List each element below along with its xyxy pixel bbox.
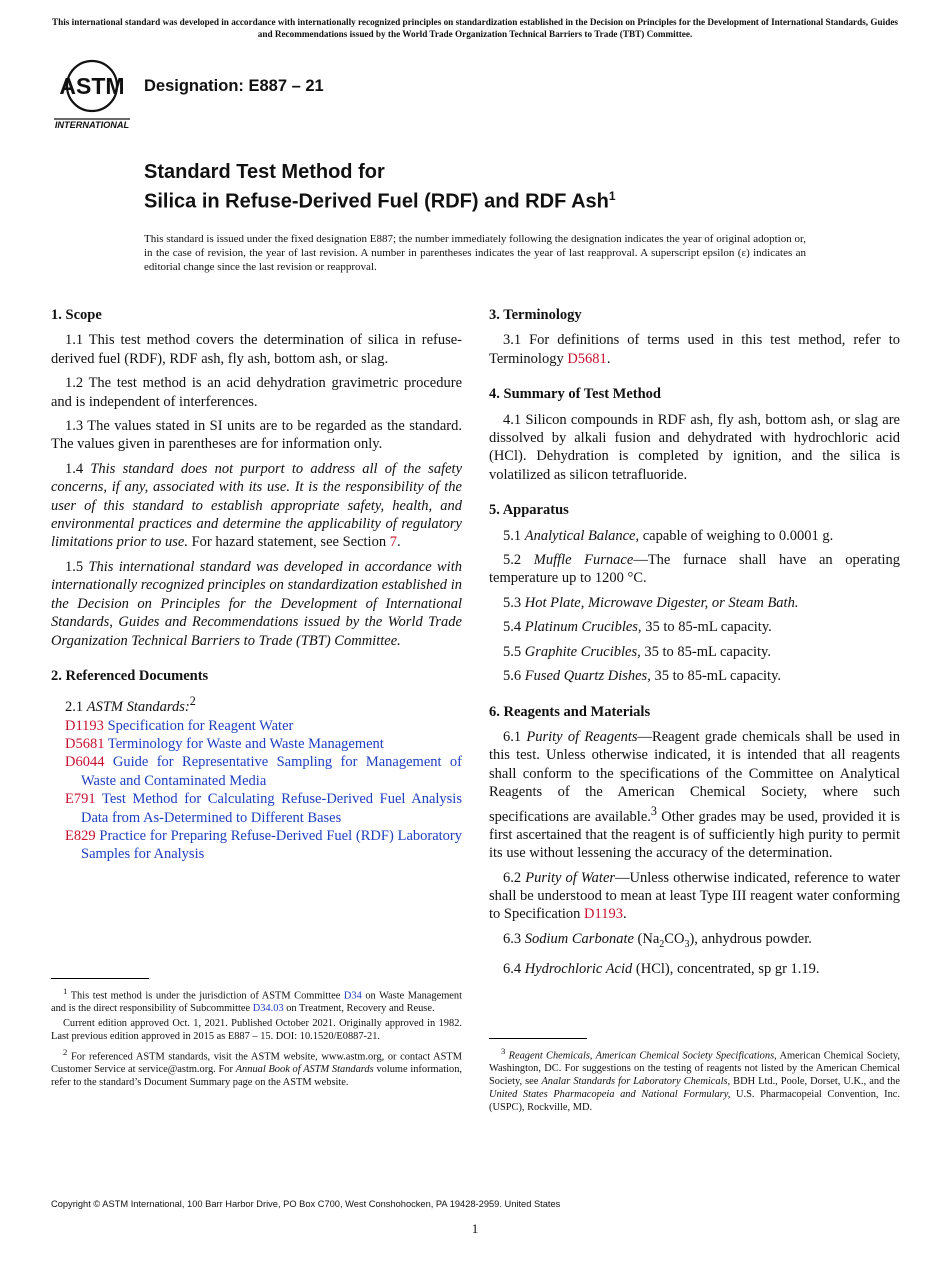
- header-notice: This international standard was developed in accordance with internationally recognized principles on standardization established in the Decision on Principles for the Development of International Standards, Guides and Recommendations issued by the World Trade Organization Technical Barriers to Trade (TBT) Committee.: [52, 17, 898, 39]
- paragraph-1-4: 1.4 This standard does not purport to address all of the safety concerns, if any, associated with its use. It is the responsibility of the user of this standard to establish appropriate safety, health, and environmental practices and determine the applicability of regulatory limitations prior to use. For hazard statement, see Section 7.: [51, 460, 462, 551]
- copyright-line: Copyright © ASTM International, 100 Barr Harbor Drive, PO Box C700, West Conshohocken, PA 19428-2959. United States: [51, 1199, 561, 1209]
- apparatus-item: 5.4 Platinum Crucibles, 35 to 85-mL capacity.: [503, 619, 772, 636]
- logo-letters: ASTM: [59, 73, 125, 99]
- paragraph-6-1: 6.1 Purity of Reagents—Reagent grade chemicals shall be used in this test. Unless otherwise indicated, it is intended that all reagents shall conform to the specifications of the Committee on Analytical Reagents of the American Chemical Society, where such specifications are available.$^3$ Other grades may be used, provided it is first ascertained that the reagent is of sufficiently high purity to permit its use without lessening the accuracy of the determination.: [489, 728, 901, 862]
- paragraph-1-2: 1.2 The test method is an acid dehydration gravimetric procedure and is independent of interferences.: [51, 375, 462, 410]
- section-summary: [489, 385, 900, 484]
- d34-link[interactable]: D34: [343, 990, 362, 1002]
- right-column: [489, 306, 900, 996]
- left-column: [51, 306, 462, 881]
- footnote-3: $^3$ Reagent Chemicals, American Chemical Society Specifications, American Chemical Society, Washington, DC. For suggestions on the testing of reagents not listed by the American Chemical Society, see Analar Standards for Laboratory Chemicals, BDH Ltd., Poole, Dorset, U.K., and the United States Pharmacopeia and National Formulary, U.S. Pharmacopeial Convention, Inc. (USPC), Rockville, MD.: [489, 1046, 900, 1114]
- astm-logo: [52, 56, 134, 132]
- paragraph-4-1: 4.1 Silicon compounds in RDF ash, fly ash, bottom ash, or slag are dissolved by alkali fusion and dehydrated with hydrochloric acid (HCl). Dehydration is completed by ignition, and the silica is volatilized as silicon tetrafluoride.: [489, 411, 900, 483]
- apparatus-item: 5.6 Fused Quartz Dishes, 35 to 85-mL capacity.: [503, 668, 782, 685]
- apparatus-item: 5.3 Hot Plate, Microwave Digester, or Steam Bath.: [503, 594, 799, 611]
- designation: Designation: E887 – 21: [144, 77, 324, 95]
- reference-item[interactable]: E829 Practice for Preparing Refuse-Derived Fuel (RDF) Laboratory Samples for Analysis: [65, 827, 462, 863]
- footnotes-right: [489, 1038, 900, 1117]
- footnote-divider: [489, 1038, 587, 1039]
- paragraph-6-4: 6.4 Hydrochloric Acid (HCl), concentrated, sp gr 1.19.: [503, 961, 820, 978]
- footnote-2: $^2$ For referenced ASTM standards, visit the ASTM website, www.astm.org, or contact ASTM Customer Service at service@astm.org. For Annual Book of ASTM Standards volume information, refer to the standard’s Document Summary page on the ASTM website.: [51, 1047, 463, 1089]
- paragraph-1-5: 1.5 This international standard was developed in accordance with internationally recognized principles on standardization established in the Decision on Principles for the Development of International Standards, Guides and Recommendations issued by the World Trade Organization Technical Barriers to Trade (TBT) Committee.: [51, 558, 462, 649]
- section-heading: 1. Scope: [51, 307, 102, 323]
- d34-03-link[interactable]: D34.03: [252, 1003, 284, 1015]
- footnote-1: $^1$ This test method is under the jurisdiction of ASTM Committee D34 on Waste Management and is the direct responsibility of Subcommittee D34.03 on Treatment, Recovery and Reuse.: [51, 986, 462, 1015]
- reference-item[interactable]: E791 Test Method for Calculating Refuse-Derived Fuel Analysis Data from As-Determined to Different Bases: [65, 791, 462, 826]
- reference-item[interactable]: D5681 Terminology for Waste and Waste Management: [65, 735, 384, 752]
- apparatus-item: 5.2 Muffle Furnace—The furnace shall have an operating temperature up to 1200 °C.: [489, 552, 901, 587]
- title-line-2: Silica in Refuse-Derived Fuel (RDF) and RDF Ash$^1$: [144, 189, 616, 213]
- section-heading: 4. Summary of Test Method: [489, 386, 661, 403]
- intro-paragraph: This standard is issued under the fixed designation E887; the number immediately following the designation indicates the year of original adoption or, in the case of revision, the year of last revision. A number in parentheses indicates the year of last reapproval. A superscript epsilon (ε) indicates an editorial change since the last revision or reapproval.: [144, 233, 806, 273]
- logo-subtitle: INTERNATIONAL: [54, 120, 130, 130]
- section-heading: 2. Referenced Documents: [51, 667, 209, 684]
- footnote-divider: [51, 978, 149, 979]
- section-scope: [51, 306, 462, 650]
- paragraph-1-3: 1.3 The values stated in SI units are to be regarded as the standard. The values given in parentheses are for information only.: [51, 418, 462, 453]
- section-heading: 6. Reagents and Materials: [489, 703, 651, 720]
- paragraph-6-3: 6.3 Sodium Carbonate $(Na_2CO_3)$, anhydrous powder.: [503, 930, 812, 950]
- title-line-1: Standard Test Method for: [144, 161, 385, 183]
- apparatus-item: 5.1 Analytical Balance, capable of weighing to 0.0001 g.: [503, 527, 834, 544]
- reference-item[interactable]: D6044 Guide for Representative Sampling for Management of Waste and Contaminated Media: [65, 754, 463, 789]
- paragraph-6-2: 6.2 Purity of Water—Unless otherwise indicated, reference to water shall be understood to mean at least Type III reagent water conforming to Specification D1193.: [489, 869, 900, 923]
- d5681-link[interactable]: D5681: [567, 350, 607, 367]
- section-heading: 5. Apparatus: [489, 502, 569, 519]
- apparatus-item: 5.5 Graphite Crucibles, 35 to 85-mL capacity.: [503, 643, 771, 660]
- d1193-link[interactable]: D1193: [584, 906, 623, 923]
- footnotes-left: [51, 978, 462, 1092]
- footnote-1-edition: Current edition approved Oct. 1, 2021. Published October 2021. Originally approved in 1982. Last previous edition approved in 2015 as E887 – 15. DOI: 10.1520/E0887-21.: [51, 1018, 462, 1043]
- section-reagents: [489, 703, 900, 979]
- paragraph-2-1: 2.1 ASTM Standards:$^2$: [65, 694, 196, 716]
- document-title: [144, 160, 616, 214]
- page-number: 1: [471, 1221, 479, 1236]
- paragraph-3-1: 3.1 For definitions of terms used in this test method, refer to Terminology D5681.: [489, 332, 900, 367]
- title-footnote-mark: 1: [608, 189, 616, 203]
- section-heading: 3. Terminology: [489, 307, 582, 323]
- reference-item[interactable]: D1193 Specification for Reagent Water: [65, 717, 294, 734]
- section-apparatus: [489, 501, 900, 685]
- section-terminology: [489, 306, 900, 368]
- section-referenced-documents: [51, 667, 462, 864]
- paragraph-1-1: 1.1 This test method covers the determination of silica in refuse-derived fuel (RDF), RDF ash, fly ash, bottom ash, or slag.: [51, 332, 462, 367]
- section-7-link[interactable]: 7: [389, 534, 397, 551]
